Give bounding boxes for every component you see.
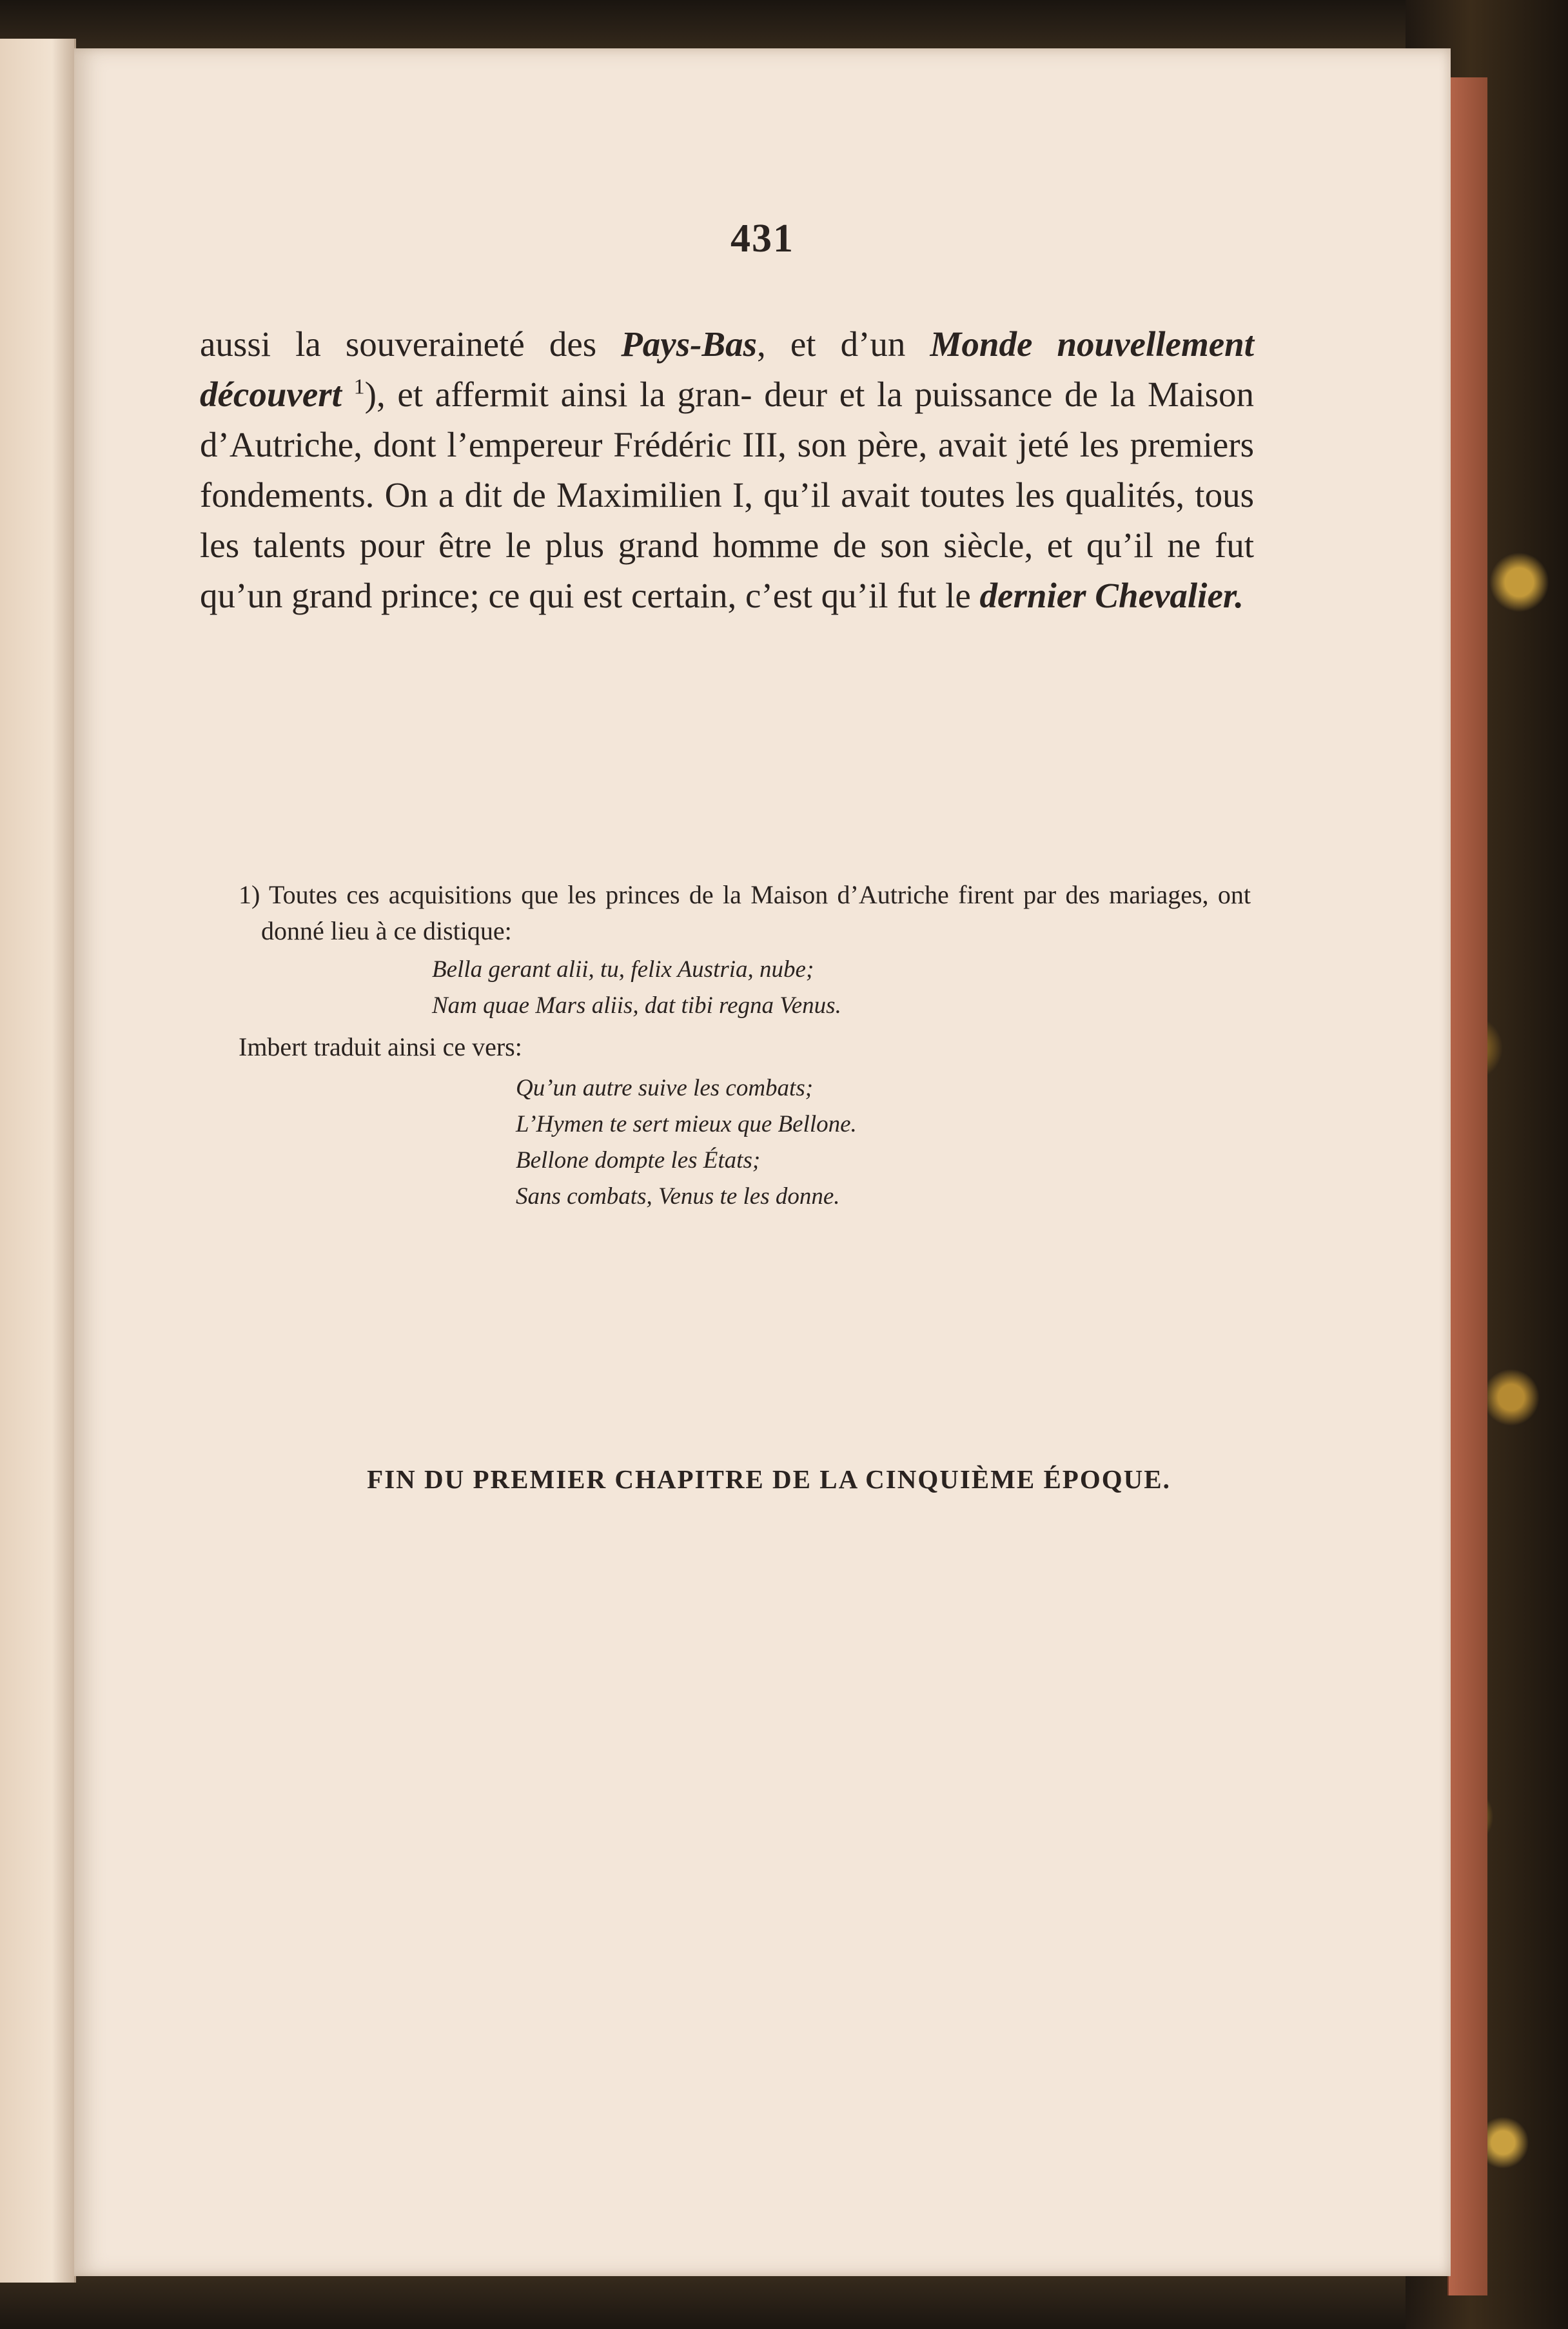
body-text-2: , et d’un <box>757 324 930 364</box>
french-verse <box>516 1070 1251 1215</box>
body-paragraph <box>200 319 1254 621</box>
body-italic-nouvellement: nouvellement découvert <box>200 324 1255 414</box>
french-translation-intro: Imbert traduit ainsi ce vers: <box>239 1032 522 1061</box>
body-italic-dernier-chevalier: dernier Chevalier. <box>979 576 1244 615</box>
bottom-binding-edge <box>0 2270 1568 2329</box>
french-verse-line: Qu’un autre suive les combats; <box>516 1075 814 1101</box>
latin-verse-line: Bella gerant alii, tu, felix Austria, nube; <box>432 956 814 983</box>
latin-distich <box>432 952 1251 1024</box>
body-text-4: deur et la puissance de la Maison d’Autriche, dont l’empereur Frédéric III, son père, avait jeté les premiers fondements. On a dit de Maximilien I, qu’il avait toutes les qualités, tous les talents pour être le plus grand homme de son siècle, et qu’il ne fut qu’un grand prince; ce qui est certain, c’est qu’il fut le <box>200 375 1255 615</box>
body-text-1: aussi la souveraineté des <box>200 324 622 364</box>
latin-verse-line: Nam quae Mars aliis, dat tibi regna Venus. <box>432 992 841 1019</box>
footnote-text: Toutes ces acquisitions que les princes de la Maison d’Autriche firent par des mariages, ont donné lieu à ce distique: <box>261 880 1251 945</box>
french-verse-line: Bellone dompte les États; <box>516 1147 761 1174</box>
footnote-marker: 1) <box>239 880 260 909</box>
footnote <box>239 877 1251 1215</box>
french-verse-line: Sans combats, Venus te les donne. <box>516 1183 840 1210</box>
body-text-3: ), et affermit ainsi la gran- <box>364 375 752 414</box>
page-number: 431 <box>730 217 794 260</box>
chapter-end-heading: FIN DU PREMIER CHAPITRE DE LA CINQUIÈME ÉPOQUE. <box>367 1464 1171 1494</box>
french-verse-line: L’Hymen te sert mieux que Bellone. <box>516 1111 857 1137</box>
footnote-intro <box>239 877 1251 949</box>
body-italic-monde: Monde <box>930 324 1033 364</box>
footnote-reference: 1 <box>353 375 365 399</box>
cover-edge <box>1447 77 1487 2295</box>
body-italic-pays-bas: Pays-Bas <box>621 324 758 364</box>
facing-page-edge <box>0 39 76 2283</box>
book-page <box>74 48 1451 2276</box>
